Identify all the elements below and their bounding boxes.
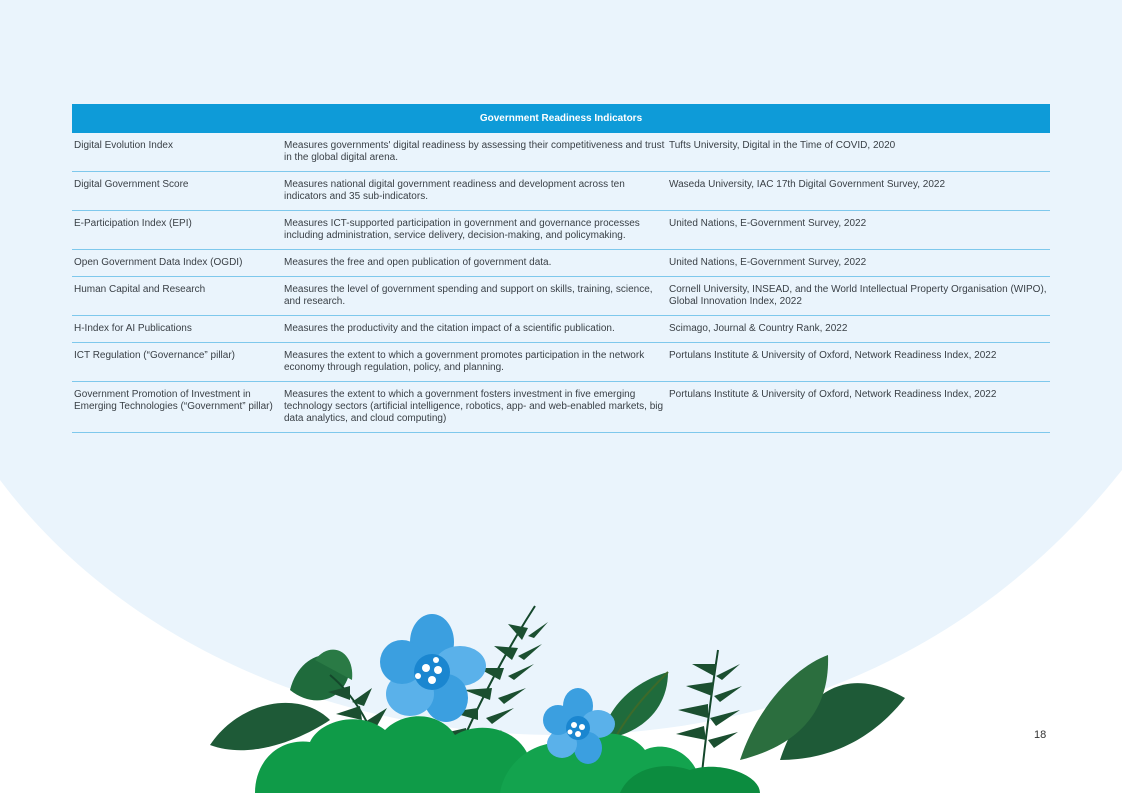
indicator-description: Measures ICT-supported participation in government and governance processes including administration, service delivery, decision-making, and policymaking. <box>282 211 667 250</box>
indicator-name: Digital Government Score <box>72 172 282 211</box>
table-row <box>72 211 1050 250</box>
indicator-description: Measures governments' digital readiness by assessing their competitiveness and trust in the global digital arena. <box>282 133 667 172</box>
indicator-name: ICT Regulation (“Governance” pillar) <box>72 343 282 382</box>
indicator-name: Human Capital and Research <box>72 277 282 316</box>
indicator-source: Tufts University, Digital in the Time of COVID, 2020 <box>667 133 1050 172</box>
page-number: 18 <box>1034 729 1047 741</box>
indicator-source: United Nations, E-Government Survey, 2022 <box>667 250 1050 277</box>
indicator-name: Government Promotion of Investment in Emerging Technologies (“Government” pillar) <box>72 382 282 433</box>
indicator-source: United Nations, E-Government Survey, 2022 <box>667 211 1050 250</box>
table-header-row <box>72 104 1050 133</box>
indicators-table <box>72 104 1050 433</box>
table-row <box>72 133 1050 172</box>
indicator-source: Cornell University, INSEAD, and the World Intellectual Property Organisation (WIPO), Global Innovation Index, 2022 <box>667 277 1050 316</box>
table-row <box>72 172 1050 211</box>
table-row <box>72 250 1050 277</box>
indicator-description: Measures the extent to which a government fosters investment in five emerging technology sectors (artificial intelligence, robotics, app- and web-enabled markets, big data analytics, and cloud computing) <box>282 382 667 433</box>
indicator-name: Open Government Data Index (OGDI) <box>72 250 282 277</box>
indicator-source: Portulans Institute & University of Oxford, Network Readiness Index, 2022 <box>667 382 1050 433</box>
green-bush-icon <box>255 716 760 793</box>
indicator-description: Measures the productivity and the citation impact of a scientific publication. <box>282 316 667 343</box>
table-row <box>72 382 1050 433</box>
table-row <box>72 343 1050 382</box>
indicator-description: Measures the level of government spending and support on skills, training, science, and research. <box>282 277 667 316</box>
table-body <box>72 133 1050 433</box>
indicator-name: Digital Evolution Index <box>72 133 282 172</box>
indicator-description: Measures national digital government readiness and development across ten indicators and 35 sub-indicators. <box>282 172 667 211</box>
table-row <box>72 316 1050 343</box>
indicator-name: E-Participation Index (EPI) <box>72 211 282 250</box>
indicator-description: Measures the free and open publication of government data. <box>282 250 667 277</box>
indicator-description: Measures the extent to which a government promotes participation in the network economy through regulation, policy, and planning. <box>282 343 667 382</box>
indicator-name: H-Index for AI Publications <box>72 316 282 343</box>
indicator-source: Portulans Institute & University of Oxford, Network Readiness Index, 2022 <box>667 343 1050 382</box>
table-title: Government Readiness Indicators <box>72 104 1050 133</box>
indicator-source: Waseda University, IAC 17th Digital Government Survey, 2022 <box>667 172 1050 211</box>
indicators-table-container <box>72 104 1050 433</box>
indicator-source: Scimago, Journal & Country Rank, 2022 <box>667 316 1050 343</box>
table-row <box>72 277 1050 316</box>
